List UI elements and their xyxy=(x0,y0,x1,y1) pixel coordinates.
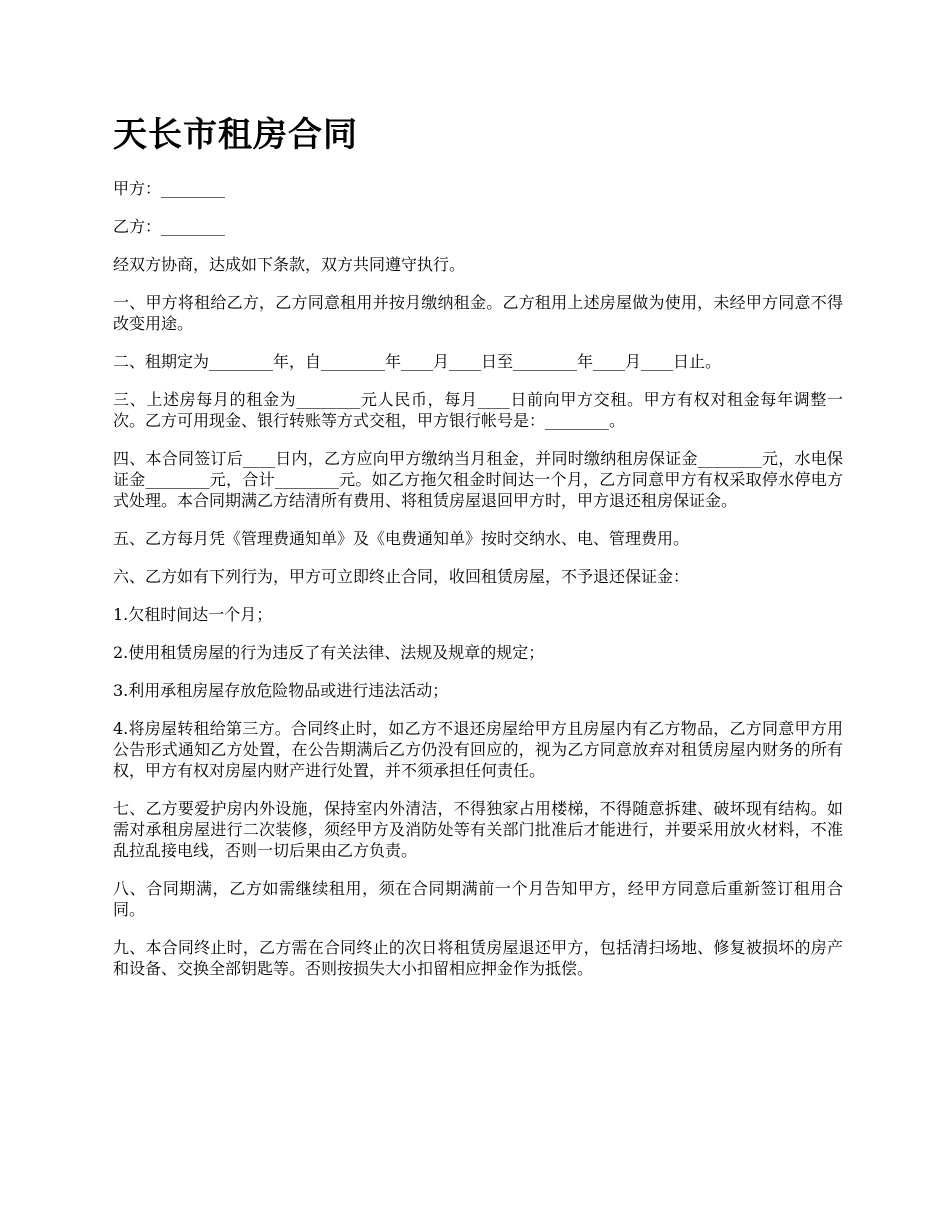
clause-6-item-1: 1.欠租时间达一个月； xyxy=(113,605,273,624)
party-a-line: 甲方：________ xyxy=(113,179,226,198)
clause-5: 五、乙方每月凭《管理费通知单》及《电费通知单》按时交纳水、电、管理费用。 xyxy=(113,529,690,548)
clause-8: 八、合同期满，乙方如需继续租用，须在合同期满前一个月告知甲方，经甲方同意后重新签订租用合同。 xyxy=(113,879,843,919)
preamble-paragraph: 经双方协商，达成如下条款，双方共同遵守执行。 xyxy=(113,255,466,274)
clause-9: 九、本合同终止时，乙方需在合同终止的次日将租赁房屋退还甲方，包括清扫场地、修复被损坏的房产和设备、交换全部钥匙等。否则按损失大小扣留相应押金作为抵偿。 xyxy=(113,938,843,978)
clause-2: 二、租期定为________年，自________年____月____日至________年____月____日止。 xyxy=(113,352,722,371)
document-title: 天长市租房合同 xyxy=(113,115,358,155)
clause-6-item-4: 4.将房屋转租给第三方。合同终止时，如乙方不退还房屋给甲方且房屋内有乙方物品，乙方同意甲方用公告形式通知乙方处置，在公告期满后乙方仍没有回应的，视为乙方同意放弃对租赁房屋内财务的所有权，甲方有权对房屋内财产进行处置，并不须承担任何责任。 xyxy=(113,719,843,780)
clause-1: 一、甲方将租给乙方，乙方同意租用并按月缴纳租金。乙方租用上述房屋做为使用，未经甲方同意不得改变用途。 xyxy=(113,293,843,333)
clause-7: 七、乙方要爱护房内外设施，保持室内外清洁，不得独家占用楼梯，不得随意拆建、破坏现有结构。如需对承租房屋进行二次装修，须经甲方及消防处等有关部门批准后才能进行，并要采用放火材料，不准乱拉乱接电线，否则一切后果由乙方负责。 xyxy=(113,799,843,860)
clause-6-item-2: 2.使用租赁房屋的行为违反了有关法律、法规及规章的规定； xyxy=(113,643,545,662)
clause-6: 六、乙方如有下列行为，甲方可立即终止合同，收回租赁房屋，不予退还保证金： xyxy=(113,567,690,586)
document-page xyxy=(113,112,843,996)
clause-4: 四、本合同签订后____日内，乙方应向甲方缴纳当月租金，并同时缴纳租房保证金________元，水电保证金________元，合计________元。如乙方拖欠租金时间达一个月，乙方同意甲方有权采取停水停电方式处理。本合同期满乙方结清所有费用、将租赁房屋退回甲方时，甲方退还租房保证金。 xyxy=(113,449,843,510)
clause-6-item-3: 3.利用承租房屋存放危险物品或进行违法活动； xyxy=(113,681,449,700)
party-b-line: 乙方：________ xyxy=(113,217,226,236)
clause-3: 三、上述房每月的租金为________元人民币，每月____日前向甲方交租。甲方有权对租金每年调整一次。乙方可用现金、银行转账等方式交租，甲方银行帐号是：________。 xyxy=(113,390,843,430)
